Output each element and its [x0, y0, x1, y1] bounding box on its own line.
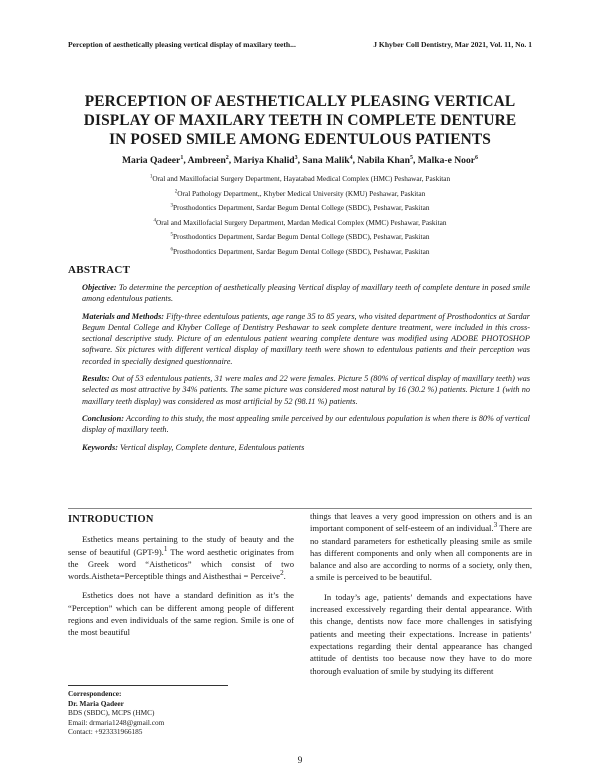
article-title: [60, 92, 540, 149]
correspondence-name: Dr. Maria Qadeer: [68, 698, 124, 708]
affiliation: [60, 172, 540, 187]
citation-sup: 3: [493, 521, 498, 530]
paragraph-text: .: [283, 571, 286, 582]
running-header-right: J Khyber Coll Dentistry, Mar 2021, Vol. 11, No. 1: [373, 40, 532, 49]
paragraph-text: There are no standard parameters for esthetically pleasing smile as smile has different components and only when all components are in balance and also are according to norms of a society, only then, a smile is perceived to be beautiful.: [310, 523, 533, 583]
methods-label: Materials and Methods:: [82, 311, 165, 321]
affiliation: [60, 187, 540, 202]
affiliation-sup: 3: [170, 203, 173, 209]
body-column-left: [68, 514, 294, 646]
affiliation-text: Prosthodontics Department, Sardar Begum Dental College (SBDC), Peshawar, Paskitan: [173, 246, 430, 256]
abstract-methods: [82, 311, 530, 367]
title-line: IN POSED SMILE AMONG EDENTULOUS PATIENTS: [109, 131, 491, 148]
affiliation-sup: 1: [149, 174, 153, 180]
citation-sup: 1: [163, 544, 168, 553]
affiliation-sup: 2: [174, 189, 178, 195]
affiliation: [60, 216, 540, 231]
correspondence-heading: Correspondence:: [68, 689, 122, 698]
abstract-heading: ABSTRACT: [68, 264, 131, 276]
body-paragraph: [310, 510, 532, 584]
running-header: [68, 40, 532, 49]
section-divider: [68, 508, 532, 509]
affiliation-text: Oral Pathology Department,, Khyber Medical University (KMU) Peshawar, Paskitan: [177, 188, 426, 198]
results-text: Out of 53 edentulous patients, 31 were males and 22 were females. Picture 5 (80% of vertical display of maxillary teeth) was selected as most attractive by 34% patients. The same picture was considered most natural by 16 (30.2 %) patients. Picture 1 (with no maxillary teeth display) was considered as most artificial by 52 (98.11 %) patients.: [82, 374, 531, 406]
affiliation: [60, 201, 540, 216]
affiliation-sup: 6: [170, 247, 173, 253]
page-number: 9: [297, 756, 303, 766]
affiliation-text: Oral and Maxillofacial Surgery Department, Mardan Medical Complex (MMC) Peshawar, Paskitan: [155, 217, 447, 227]
correspondence-box: [68, 685, 228, 737]
author-sup: 5: [409, 154, 413, 161]
author-sup: 6: [475, 154, 479, 161]
body-paragraph: In today’s age, patients’ demands and expectations have increased excessively regarding their dental appearance. With this change, dentists now face more challenges in satisfying patients and meeting their expectations. Increase in patients’ expectations regarding their dental appearance has changed attitude of dentists too because now they have to do more thorough evaluation of smile by studying its different: [310, 591, 532, 676]
affiliation-sup: 4: [153, 218, 156, 224]
author-name: Nabila Khan: [357, 155, 410, 166]
author-sup: 2: [225, 154, 229, 161]
author-name: Malka-e Noor: [417, 155, 476, 166]
affiliation-text: Prosthodontics Department, Sardar Begum Dental College (SBDC), Peshawar, Paskitan: [173, 203, 430, 213]
author-name: Mariya Khalid: [233, 155, 295, 166]
body-column-right: [310, 510, 532, 684]
abstract-objective: [82, 282, 530, 305]
title-line: DISPLAY OF MAXILARY TEETH IN COMPLETE DENTURE: [83, 112, 517, 129]
paragraph-text: things that leaves a very good impression on others and is an important component of self-esteem of an individual.: [310, 511, 532, 534]
keywords-label: Keywords:: [82, 442, 118, 452]
correspondence-email: Email: drmaria1248@gmail.com: [68, 717, 165, 727]
conclusion-label: Conclusion:: [82, 413, 124, 423]
affiliation-text: Prosthodontics Department, Sardar Begum Dental College (SBDC), Peshawar, Paskitan: [173, 232, 430, 242]
author-name: Ambreen: [187, 155, 226, 166]
paragraph-text: The word aesthetic originates from the Greek word “Aistheticos” which consist of two words.Aistheta=Perceptible things and Aisthesthai = Perceive: [68, 546, 294, 582]
abstract-body: [82, 282, 530, 459]
author-name: Maria Qadeer: [121, 155, 181, 166]
correspondence-degrees: BDS (SBDC), MCPS (HMC): [68, 708, 155, 718]
introduction-heading: INTRODUCTION: [68, 514, 154, 525]
abstract-keywords: [82, 442, 530, 453]
author-name: Sana Malik: [302, 155, 350, 166]
affiliation: [60, 245, 540, 260]
author-sup: 1: [180, 154, 184, 161]
keywords-text: Vertical display, Complete denture, Edentulous patients: [120, 442, 305, 452]
conclusion-text: According to this study, the most appealing smile perceived by our edentulous population is when there is 80% of vertical display of maxillary teeth.: [82, 413, 530, 435]
affiliation-sup: 5: [170, 232, 173, 238]
methods-text: Fifty-three edentulous patients, age range 35 to 85 years, who visited department of Prosthodontics at Sardar Begum Dental College and Khyber College of Dentistry Peshawar to seek complete denture treatment, were included in this cross-sectional descriptive study. Picture of an edentulous patient wearing complete denture was modified using ADOBE PHOTOSHOP software. Six pictures with different vertical display of maxillary teeth were shown to edentulous patients and their perception was recorded in specially designed questionnaire.: [82, 311, 531, 366]
paragraph-text: Esthetics means pertaining to the study of beauty and the sense of beautiful (GPT-9).: [68, 534, 294, 557]
results-label: Results:: [82, 374, 110, 384]
author-sup: 4: [349, 154, 353, 161]
author-sup: 3: [294, 154, 298, 161]
abstract-conclusion: [82, 413, 530, 436]
title-line: PERCEPTION OF AESTHETICALLY PLEASING VERTICAL: [84, 93, 516, 110]
objective-label: Objective:: [82, 283, 117, 292]
citation-sup: 2: [280, 569, 284, 578]
running-header-left: Perception of aesthetically pleasing vertical display of maxilary teeth...: [68, 40, 296, 49]
author-list: Maria Qadeer$^1$, Ambreen$^2$, Mariya Khalid$^3$, Sana Malik$^4$, Nabila Khan$^5$, Malka-e Noor$^6$: [121, 154, 479, 166]
abstract-results: [82, 373, 530, 407]
affiliation-text: Oral and Maxillofacial Surgery Department, Hayatabad Medical Complex (HMC) Peshawar, Paskitan: [152, 174, 451, 183]
body-paragraph: Esthetics does not have a standard definition as it’s the “Perception” which can be different among people of different regions and even individuals of the same region. Smile is one of the most beautiful: [68, 590, 294, 638]
affiliation-list: [60, 172, 540, 260]
correspondence-contact: Contact: +923331966185: [68, 727, 143, 737]
objective-text: To determine the perception of aesthetically pleasing Vertical display of maxillary teeth of complete denture in posed smile among edentulous patients.: [82, 283, 530, 304]
affiliation: [60, 230, 540, 245]
body-paragraph: [68, 533, 294, 582]
